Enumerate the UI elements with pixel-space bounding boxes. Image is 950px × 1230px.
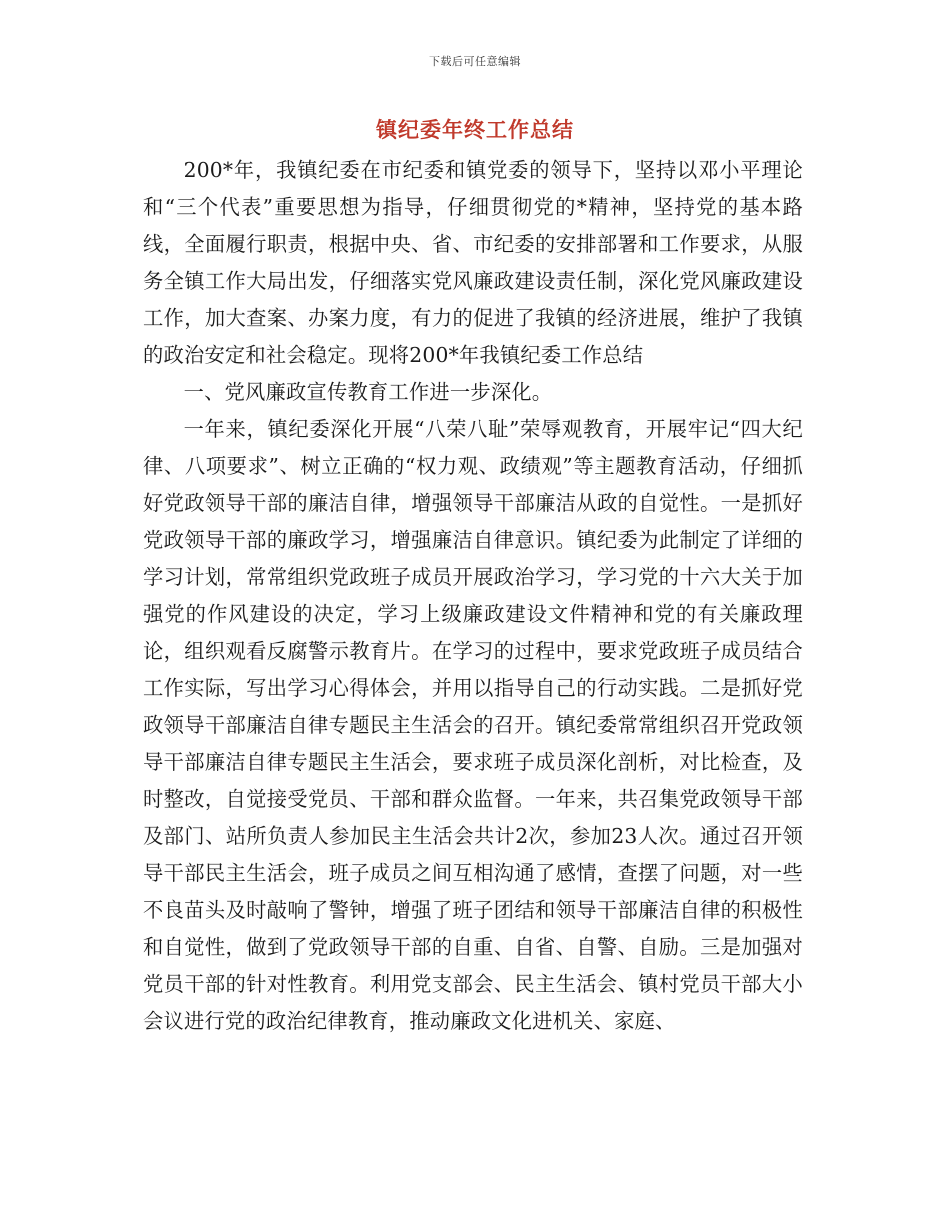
intro-paragraph: 200*年，我镇纪委在市纪委和镇党委的领导下，坚持以邓小平理论和“三个代表”重要思想为指导，仔细贯彻党的*精神，坚持党的基本路线，全面履行职责，根据中央、省、市纪委的安排部署和工作要求，从服务全镇工作大局出发，仔细落实党风廉政建设责任制，深化党风廉政建设工作，加大查案、办案力度，有力的促进了我镇的经济进展，维护了我镇的政治安定和社会稳定。现将200*年我镇纪委工作总结 bbox=[143, 158, 803, 367]
body-paragraph: 一年来，镇纪委深化开展“八荣八耻”荣辱观教育，开展牢记“四大纪律、八项要求”、树立正确的“权力观、政绩观”等主题教育活动，仔细抓好党政领导干部的廉洁自律，增强领导干部廉洁从政的自觉性。一是抓好党政领导干部的廉政学习，增强廉洁自律意识。镇纪委为此制定了详细的学习计划，常常组织党政班子成员开展政治学习，学习党的十六大关于加强党的作风建设的决定，学习上级廉政建设文件精神和党的有关廉政理论，组织观看反腐警示教育片。在学习的过程中，要求党政班子成员结合工作实际，写出学习心得体会，并用以指导自己的行动实践。二是抓好党政领导干部廉洁自律专题民主生活会的召开。镇纪委常常组织召开党政领导干部廉洁自律专题民主生活会，要求班子成员深化剖析，对比检查，及时整改，自觉接受党员、干部和群众监督。一年来，共召集党政领导干部及部门、站所负责人参加民主生活会共计2次，参加23人次。通过召开领导干部民主生活会，班子成员之间互相沟通了感情，查摆了问题，对一些不良苗头及时敲响了警钟，增强了班子团结和领导干部廉洁自律的积极性和自觉性，做到了党政领导干部的自重、自省、自警、自励。三是加强对党员干部的针对性教育。利用党支部会、民主生活会、镇村党员干部大小会议进行党的政治纪律教育，推动廉政文化进机关、家庭、 bbox=[143, 417, 803, 1033]
header-note: 下载后可任意编辑 bbox=[429, 55, 521, 68]
section-heading: 一、党风廉政宣传教育工作进一步深化。 bbox=[183, 380, 553, 404]
document-title: 镇纪委年终工作总结 bbox=[376, 117, 574, 142]
document-body bbox=[143, 152, 803, 1040]
